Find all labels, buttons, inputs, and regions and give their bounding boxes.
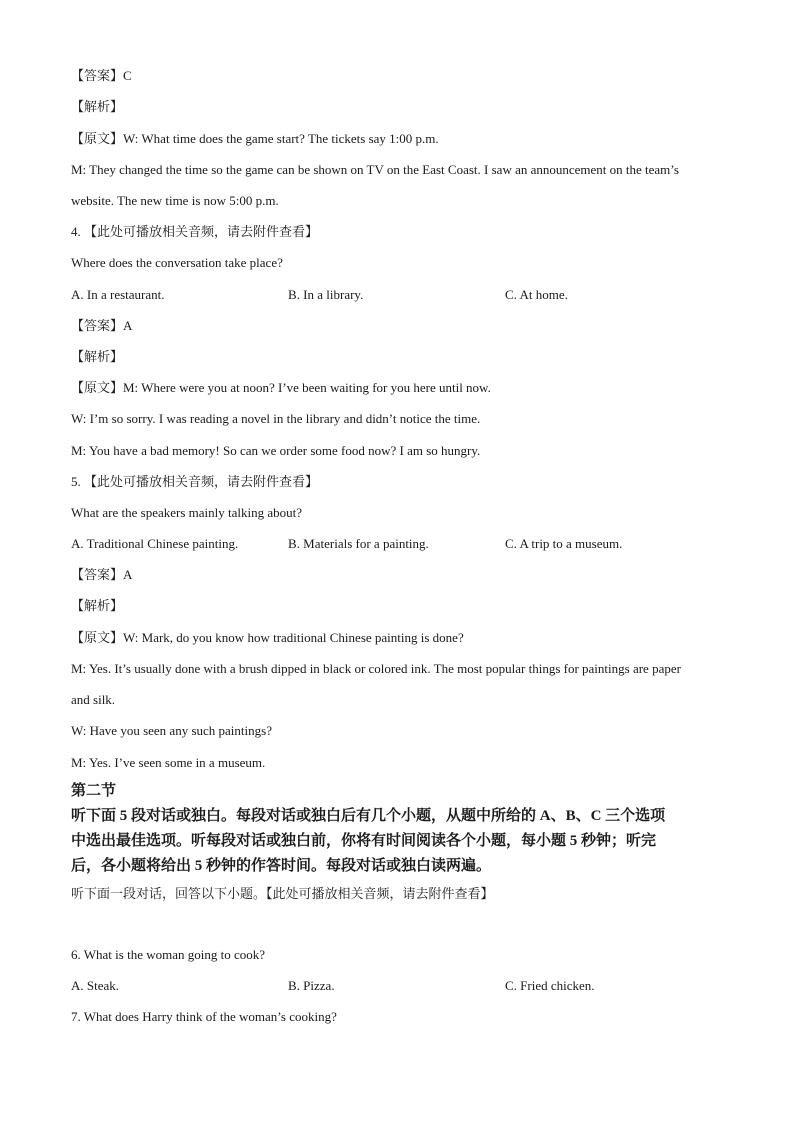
q5-transcript-line: M: Yes. I’ve seen some in a museum. <box>71 755 266 770</box>
section2-instructions-line: 后，各小题将给出 5 秒钟的作答时间。每段对话或独白读两遍。 <box>71 858 492 874</box>
q5-question: What are the speakers mainly talking about? <box>71 505 303 520</box>
q5-option-c: C. A trip to a museum. <box>505 536 623 551</box>
q6-question: 6. What is the woman going to cook? <box>71 947 266 962</box>
q6-option-a: A. Steak. <box>71 978 120 993</box>
q6-option-b: B. Pizza. <box>288 978 335 993</box>
q3-transcript-line: 【原文】W: What time does the game start? The tickets say 1:00 p.m. <box>71 131 439 146</box>
q4-question: Where does the conversation take place? <box>71 255 283 270</box>
q3-transcript-line: M: They changed the time so the game can be shown on TV on the East Coast. I saw an announcement on the team’s <box>71 162 679 177</box>
section2-instructions-line: 中选出最佳选项。听每段对话或独白前，你将有时间阅读各个小题，每小题 5 秒钟；听完 <box>71 833 657 849</box>
section2-title: 第二节 <box>71 783 117 799</box>
q5-analysis: 【解析】 <box>71 598 124 613</box>
q5-transcript-line: and silk. <box>71 692 116 707</box>
q3-analysis: 【解析】 <box>71 99 124 114</box>
q6-option-c: C. Fried chicken. <box>505 978 595 993</box>
q5-option-b: B. Materials for a painting. <box>288 536 429 551</box>
q4-option-b: B. In a library. <box>288 287 364 302</box>
q4-transcript-line: 【原文】M: Where were you at noon? I’ve been waiting for you here until now. <box>71 380 491 395</box>
q4-answer: 【答案】A <box>71 318 133 333</box>
q4-transcript-line: W: I’m so sorry. I was reading a novel in the library and didn’t notice the time. <box>71 411 481 426</box>
q7-question: 7. What does Harry think of the woman’s cooking? <box>71 1009 337 1024</box>
q5-transcript-line: 【原文】W: Mark, do you know how traditional Chinese painting is done? <box>71 630 464 645</box>
q4-option-a: A. In a restaurant. <box>71 287 165 302</box>
q5-transcript-line: M: Yes. It’s usually done with a brush dipped in black or colored ink. The most popular things for paintings are paper <box>71 661 681 676</box>
q5-answer: 【答案】A <box>71 567 133 582</box>
q5-transcript-line: W: Have you seen any such paintings? <box>71 723 272 738</box>
q5-option-a: A. Traditional Chinese painting. <box>71 536 239 551</box>
q4-transcript-line: M: You have a bad memory! So can we order some food now? I am so hungry. <box>71 443 481 458</box>
q5-header: 5. 【此处可播放相关音频，请去附件查看】 <box>71 474 319 489</box>
q3-answer: 【答案】C <box>71 68 132 83</box>
q3-transcript-line: website. The new time is now 5:00 p.m. <box>71 193 279 208</box>
q4-option-c: C. At home. <box>505 287 568 302</box>
q4-header: 4. 【此处可播放相关音频，请去附件查看】 <box>71 224 319 239</box>
section2-instructions-line: 听下面 5 段对话或独白。每段对话或独白后有几个小题，从题中所给的 A、B、C 三个选项 <box>71 808 666 824</box>
q4-analysis: 【解析】 <box>71 349 124 364</box>
section2-prompt: 听下面一段对话，回答以下小题。【此处可播放相关音频，请去附件查看】 <box>71 886 494 901</box>
